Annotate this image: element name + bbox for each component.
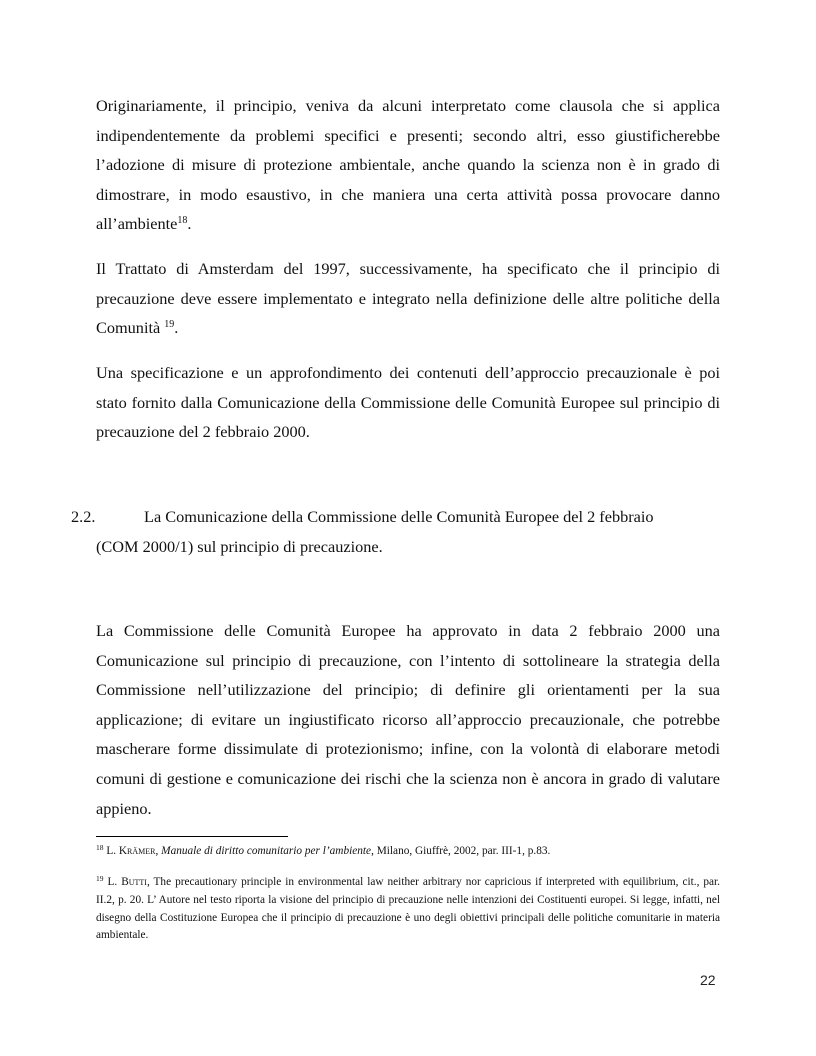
footnote-19 [96, 874, 720, 945]
paragraph-specification [96, 358, 720, 447]
paragraph-original-interpretation [96, 91, 720, 239]
paragraph-amsterdam-treaty [96, 254, 720, 343]
footnote-author: Krämer [118, 845, 156, 857]
section-title [71, 502, 720, 561]
section-title-line1: La Comunicazione della Commissione delle Comunità Europee del 2 febbraio [144, 507, 654, 526]
footnote-ref-18[interactable]: 18 [177, 215, 188, 227]
paragraph-text: Originariamente, il principio, veniva da alcuni interpretato come clausola che si applica indipendentemente da problemi specifici e presenti; secondo altri, esso giustificherebbe l’adozione di misure di protezione ambientale, anche quando la scienza non è in grado di dimostrare, in modo esaustivo, in che maniera una certa attività possa provocare danno all’ambiente [96, 96, 720, 234]
paragraph-tail: . [174, 318, 179, 338]
footnote-separator-text: , [155, 845, 162, 857]
footnote-author: Butti [121, 876, 147, 888]
footnote-title: Manuale di diritto comunitario per l’ambiente [161, 845, 372, 857]
section-heading [71, 502, 720, 561]
paragraph-text: Una specificazione e un approfondimento dei contenuti dell’approccio precauzionale è poi stato fornito dalla Comunicazione della Commissione delle Comunità Europee sul principio di precauzione del 2 febbraio 2000. [96, 363, 720, 442]
section-number: 2.2. [71, 507, 96, 526]
paragraph-commission-communication [96, 616, 720, 823]
footnote-number: 19 [96, 874, 104, 883]
footnote-separator [96, 836, 288, 837]
page-number: 22 [700, 972, 716, 988]
footnote-18 [96, 843, 720, 861]
paragraph-text: Il Trattato di Amsterdam del 1997, successivamente, ha specificato che il principio di precauzione deve essere implementato e integrato nella definizione delle altre politiche della Comunità [96, 259, 720, 338]
footnote-author-initial: L. [107, 876, 122, 888]
footnote-citation: , Milano, Giuffrè, 2002, par. III-1, p.83. [371, 845, 551, 857]
paragraph-text: La Commissione delle Comunità Europee ha approvato in data 2 febbraio 2000 una Comunicazione sul principio di precauzione, con l’intento di sottolineare la strategia della Commissione nell’utilizzazione del principio; di definire gli orientamenti per la sua applicazione; di evitare un ingiustificato ricorso all’approccio precauzionale, che potrebbe mascherare forme dissimulate di protezionismo; infine, con la volontà di elaborare metodi comuni di gestione e comunicazione dei rischi che la scienza non è ancora in grado di valutare appieno. [96, 621, 720, 818]
footnote-number: 18 [96, 843, 104, 852]
footnote-citation: , The precautionary principle in environmental law neither arbitrary nor capricious if interpreted with equilibrium, cit., par. II.2, p. 20. L’ Autore nel testo riporta la visione del principio di precauzione nelle intenzioni dei Costituenti europei. Si legge, infatti, nel disegno della Costituzione Europea che il principio di precauzione è uno degli obiettivi principali delle politiche comunitarie in materia ambientale. [96, 876, 721, 942]
footnote-ref-19[interactable]: 19 [164, 319, 175, 331]
footnote-author-initial: L. [106, 845, 119, 857]
paragraph-tail: . [187, 214, 192, 234]
section-title-line2: (COM 2000/1) sul principio di precauzione. [96, 536, 383, 556]
